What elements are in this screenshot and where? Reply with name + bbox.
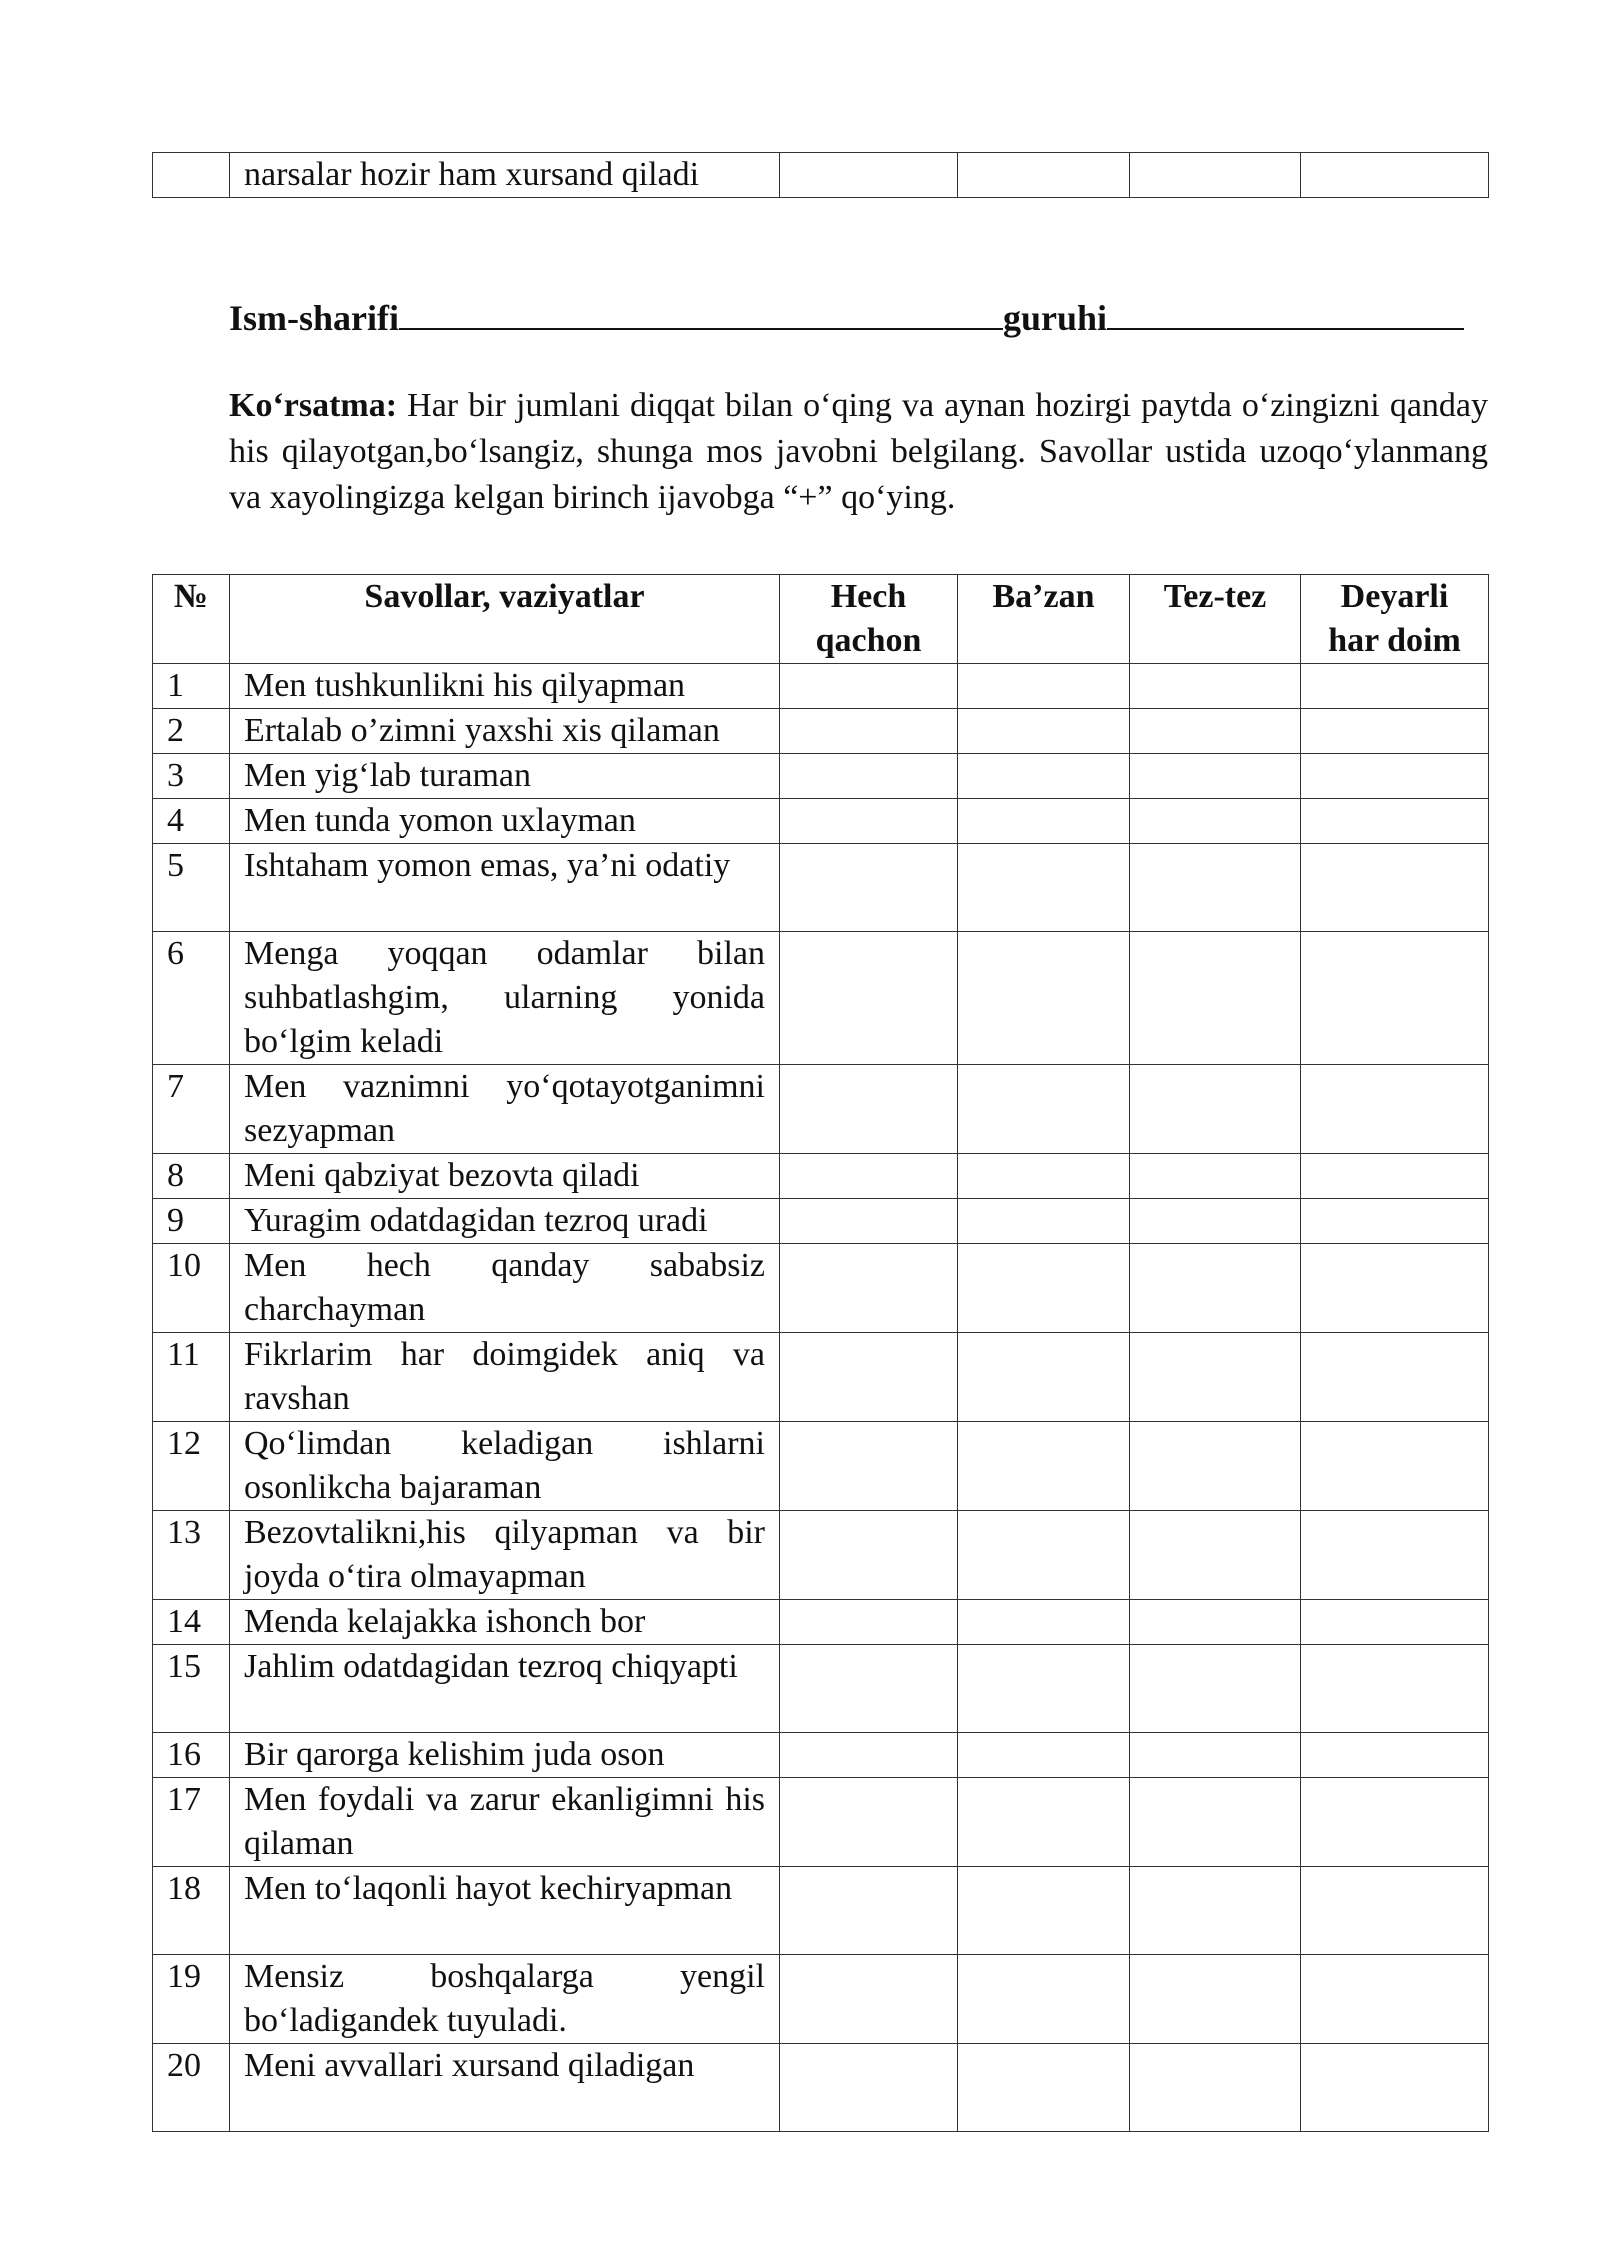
answer-cell-never[interactable] bbox=[780, 1154, 958, 1199]
answer-cell-sometimes[interactable] bbox=[958, 1600, 1130, 1645]
row-number: 3 bbox=[153, 754, 230, 799]
answer-cell-often[interactable] bbox=[1130, 1778, 1301, 1867]
table-row bbox=[153, 1333, 1489, 1422]
answer-cell-often[interactable] bbox=[1130, 799, 1301, 844]
answer-cell-almost-always[interactable] bbox=[1301, 1955, 1489, 2044]
answer-cell-never[interactable] bbox=[780, 1955, 958, 2044]
table-row bbox=[153, 1778, 1489, 1867]
table-row bbox=[153, 1244, 1489, 1333]
answer-cell-almost-always[interactable] bbox=[1301, 754, 1489, 799]
row-number: 14 bbox=[153, 1600, 230, 1645]
table-row bbox=[153, 153, 1489, 198]
answer-cell-often[interactable] bbox=[1130, 1199, 1301, 1244]
answer-cell-almost-always[interactable] bbox=[1301, 1733, 1489, 1778]
answer-cell-sometimes[interactable] bbox=[958, 1778, 1130, 1867]
answer-cell-never[interactable] bbox=[780, 1244, 958, 1333]
row-number: 6 bbox=[153, 932, 230, 1065]
answer-cell-almost-always[interactable] bbox=[1301, 1333, 1489, 1422]
answer-cell-almost-always[interactable] bbox=[1301, 932, 1489, 1065]
answer-cell-never[interactable] bbox=[780, 1645, 958, 1733]
answer-cell-sometimes[interactable] bbox=[958, 1955, 1130, 2044]
row-number: 7 bbox=[153, 1065, 230, 1154]
answer-cell-never[interactable] bbox=[780, 1867, 958, 1955]
answer-cell-never[interactable] bbox=[780, 844, 958, 932]
question-text: Mensiz boshqalarga yengil bo‘ladigandek tuyuladi. bbox=[230, 1955, 780, 2044]
question-text: Yuragim odatdagidan tezroq uradi bbox=[230, 1199, 780, 1244]
header-almost-always: Deyarli har doim bbox=[1301, 575, 1489, 664]
answer-cell-almost-always[interactable] bbox=[1301, 1065, 1489, 1154]
question-text: Men foydali va zarur ekanligimni his qilaman bbox=[230, 1778, 780, 1867]
answer-cell-almost-always[interactable] bbox=[1301, 1244, 1489, 1333]
answer-cell-sometimes[interactable] bbox=[958, 709, 1130, 754]
answer-cell-often[interactable] bbox=[1130, 1867, 1301, 1955]
question-text: Menda kelajakka ishonch bor bbox=[230, 1600, 780, 1645]
answer-cell-never[interactable] bbox=[780, 754, 958, 799]
question-text: Fikrlarim har doimgidek aniq va ravshan bbox=[230, 1333, 780, 1422]
table-row bbox=[153, 1955, 1489, 2044]
answer-cell-almost-always[interactable] bbox=[1301, 799, 1489, 844]
answer-cell-often[interactable] bbox=[1130, 1065, 1301, 1154]
name-label: Ism-sharifi bbox=[229, 298, 399, 338]
row-number: 15 bbox=[153, 1645, 230, 1733]
answer-cell-sometimes[interactable] bbox=[958, 1154, 1130, 1199]
instruction-label: Ko‘rsatma: bbox=[229, 387, 398, 424]
question-text: Ishtaham yomon emas, ya’ni odatiy bbox=[230, 844, 780, 932]
question-text: Menga yoqqan odamlar bilan suhbatlashgim, ularning yonida bo‘lgim keladi bbox=[230, 932, 780, 1065]
answer-cell-sometimes[interactable] bbox=[958, 2044, 1130, 2132]
answer-cell-never[interactable] bbox=[780, 932, 958, 1065]
row-number: 1 bbox=[153, 664, 230, 709]
answer-cell-often[interactable] bbox=[1130, 2044, 1301, 2132]
answer-cell-often[interactable] bbox=[1130, 664, 1301, 709]
row-number: 4 bbox=[153, 799, 230, 844]
question-text: Men tushkunlikni his qilyapman bbox=[230, 664, 780, 709]
answer-cell-almost-always[interactable] bbox=[1301, 1600, 1489, 1645]
header-questions: Savollar, vaziyatlar bbox=[230, 575, 780, 664]
row-number: 11 bbox=[153, 1333, 230, 1422]
answer-cell-often[interactable] bbox=[1130, 844, 1301, 932]
name-group-line bbox=[229, 292, 1464, 339]
row-number: 18 bbox=[153, 1867, 230, 1955]
answer-cell-never[interactable] bbox=[780, 1733, 958, 1778]
answer-cell-sometimes[interactable] bbox=[958, 932, 1130, 1065]
question-text: Jahlim odatdagidan tezroq chiqyapti bbox=[230, 1645, 780, 1733]
answer-cell-never[interactable] bbox=[780, 1065, 958, 1154]
question-text: Men yig‘lab turaman bbox=[230, 754, 780, 799]
table-row bbox=[153, 844, 1489, 932]
answer-cell-never[interactable] bbox=[780, 709, 958, 754]
answer-cell-sometimes[interactable] bbox=[958, 1867, 1130, 1955]
answer-cell-never[interactable] bbox=[780, 2044, 958, 2132]
group-blank[interactable] bbox=[1107, 292, 1464, 330]
row-number: 8 bbox=[153, 1154, 230, 1199]
question-text: Men to‘laqonli hayot kechiryapman bbox=[230, 1867, 780, 1955]
answer-cell-never[interactable] bbox=[780, 153, 958, 198]
table-row bbox=[153, 2044, 1489, 2132]
row-number: 19 bbox=[153, 1955, 230, 2044]
answer-cell-often[interactable] bbox=[1130, 1955, 1301, 2044]
row-number: 5 bbox=[153, 844, 230, 932]
question-text: Meni avvallari xursand qiladigan bbox=[230, 2044, 780, 2132]
answer-cell-almost-always[interactable] bbox=[1301, 1422, 1489, 1511]
row-number: 17 bbox=[153, 1778, 230, 1867]
row-number bbox=[153, 153, 230, 198]
row-number: 12 bbox=[153, 1422, 230, 1511]
row-number: 9 bbox=[153, 1199, 230, 1244]
answer-cell-sometimes[interactable] bbox=[958, 1065, 1130, 1154]
answer-cell-often[interactable] bbox=[1130, 1645, 1301, 1733]
table-row bbox=[153, 1422, 1489, 1511]
header-often: Tez-tez bbox=[1130, 575, 1301, 664]
table-row bbox=[153, 754, 1489, 799]
question-text: Bir qarorga kelishim juda oson bbox=[230, 1733, 780, 1778]
question-text: Qo‘limdan keladigan ishlarni osonlikcha bajaraman bbox=[230, 1422, 780, 1511]
answer-cell-often[interactable] bbox=[1130, 1600, 1301, 1645]
answer-cell-almost-always[interactable] bbox=[1301, 709, 1489, 754]
row-number: 10 bbox=[153, 1244, 230, 1333]
answer-cell-almost-always[interactable] bbox=[1301, 153, 1489, 198]
question-text: Bezovtalikni,his qilyapman va bir joyda o‘tira olmayapman bbox=[230, 1511, 780, 1600]
table-row bbox=[153, 1065, 1489, 1154]
group-label: guruhi bbox=[1003, 298, 1108, 338]
table-row bbox=[153, 1867, 1489, 1955]
question-text: Men vaznimni yo‘qotayotganimni sezyapman bbox=[230, 1065, 780, 1154]
answer-cell-never[interactable] bbox=[780, 1422, 958, 1511]
answer-cell-almost-always[interactable] bbox=[1301, 1154, 1489, 1199]
table-row bbox=[153, 932, 1489, 1065]
question-text: Men tunda yomon uxlayman bbox=[230, 799, 780, 844]
row-number: 2 bbox=[153, 709, 230, 754]
answer-cell-often[interactable] bbox=[1130, 932, 1301, 1065]
answer-cell-almost-always[interactable] bbox=[1301, 1511, 1489, 1600]
continuation-table bbox=[152, 152, 1489, 198]
answer-cell-sometimes[interactable] bbox=[958, 664, 1130, 709]
table-row bbox=[153, 1511, 1489, 1600]
header-never: Hech qachon bbox=[780, 575, 958, 664]
answer-cell-often[interactable] bbox=[1130, 1733, 1301, 1778]
answer-cell-never[interactable] bbox=[780, 664, 958, 709]
answer-cell-often[interactable] bbox=[1130, 1511, 1301, 1600]
answer-cell-often[interactable] bbox=[1130, 709, 1301, 754]
answer-cell-almost-always[interactable] bbox=[1301, 1778, 1489, 1867]
answer-cell-often[interactable] bbox=[1130, 153, 1301, 198]
answer-cell-often[interactable] bbox=[1130, 1333, 1301, 1422]
answer-cell-sometimes[interactable] bbox=[958, 1244, 1130, 1333]
answer-cell-often[interactable] bbox=[1130, 1154, 1301, 1199]
answer-cell-almost-always[interactable] bbox=[1301, 844, 1489, 932]
row-number: 20 bbox=[153, 2044, 230, 2132]
row-number: 16 bbox=[153, 1733, 230, 1778]
answer-cell-almost-always[interactable] bbox=[1301, 1645, 1489, 1733]
question-text: Men hech qanday sababsiz charchayman bbox=[230, 1244, 780, 1333]
answer-cell-never[interactable] bbox=[780, 1199, 958, 1244]
table-row bbox=[153, 1154, 1489, 1199]
answer-cell-sometimes[interactable] bbox=[958, 754, 1130, 799]
answer-cell-sometimes[interactable] bbox=[958, 799, 1130, 844]
answer-cell-sometimes[interactable] bbox=[958, 1733, 1130, 1778]
answer-cell-sometimes[interactable] bbox=[958, 1645, 1130, 1733]
answer-cell-never[interactable] bbox=[780, 1778, 958, 1867]
questionnaire-table bbox=[152, 574, 1489, 2132]
table-row bbox=[153, 799, 1489, 844]
table-row bbox=[153, 1199, 1489, 1244]
answer-cell-sometimes[interactable] bbox=[958, 1422, 1130, 1511]
answer-cell-never[interactable] bbox=[780, 799, 958, 844]
answer-cell-almost-always[interactable] bbox=[1301, 664, 1489, 709]
answer-cell-sometimes[interactable] bbox=[958, 153, 1130, 198]
question-text: narsalar hozir ham xursand qiladi bbox=[230, 153, 780, 198]
answer-cell-almost-always[interactable] bbox=[1301, 1199, 1489, 1244]
header-number: № bbox=[153, 575, 230, 664]
table-row bbox=[153, 1733, 1489, 1778]
answer-cell-often[interactable] bbox=[1130, 1244, 1301, 1333]
answer-cell-often[interactable] bbox=[1130, 1422, 1301, 1511]
answer-cell-sometimes[interactable] bbox=[958, 1511, 1130, 1600]
header-sometimes: Ba’zan bbox=[958, 575, 1130, 664]
header-row bbox=[153, 575, 1489, 664]
answer-cell-sometimes[interactable] bbox=[958, 1333, 1130, 1422]
answer-cell-never[interactable] bbox=[780, 1600, 958, 1645]
answer-cell-sometimes[interactable] bbox=[958, 844, 1130, 932]
answer-cell-often[interactable] bbox=[1130, 754, 1301, 799]
answer-cell-almost-always[interactable] bbox=[1301, 2044, 1489, 2132]
row-number: 13 bbox=[153, 1511, 230, 1600]
table-row bbox=[153, 709, 1489, 754]
answer-cell-sometimes[interactable] bbox=[958, 1199, 1130, 1244]
answer-cell-never[interactable] bbox=[780, 1511, 958, 1600]
name-blank[interactable] bbox=[399, 292, 1003, 330]
table-row bbox=[153, 664, 1489, 709]
answer-cell-almost-always[interactable] bbox=[1301, 1867, 1489, 1955]
question-text: Ertalab o’zimni yaxshi xis qilaman bbox=[230, 709, 780, 754]
instruction-paragraph bbox=[229, 383, 1488, 521]
table-row bbox=[153, 1600, 1489, 1645]
question-text: Meni qabziyat bezovta qiladi bbox=[230, 1154, 780, 1199]
table-row bbox=[153, 1645, 1489, 1733]
instruction-text: Har bir jumlani diqqat bilan o‘qing va aynan hozirgi paytda o‘zingizni qanday his qilayotgan,bo‘lsangiz, shunga mos javobni belgilang. Savollar ustida uzoqo‘ylanmang va xayolingizga kelgan birinch ijavobga “+” qo‘ying. bbox=[229, 387, 1488, 516]
answer-cell-never[interactable] bbox=[780, 1333, 958, 1422]
